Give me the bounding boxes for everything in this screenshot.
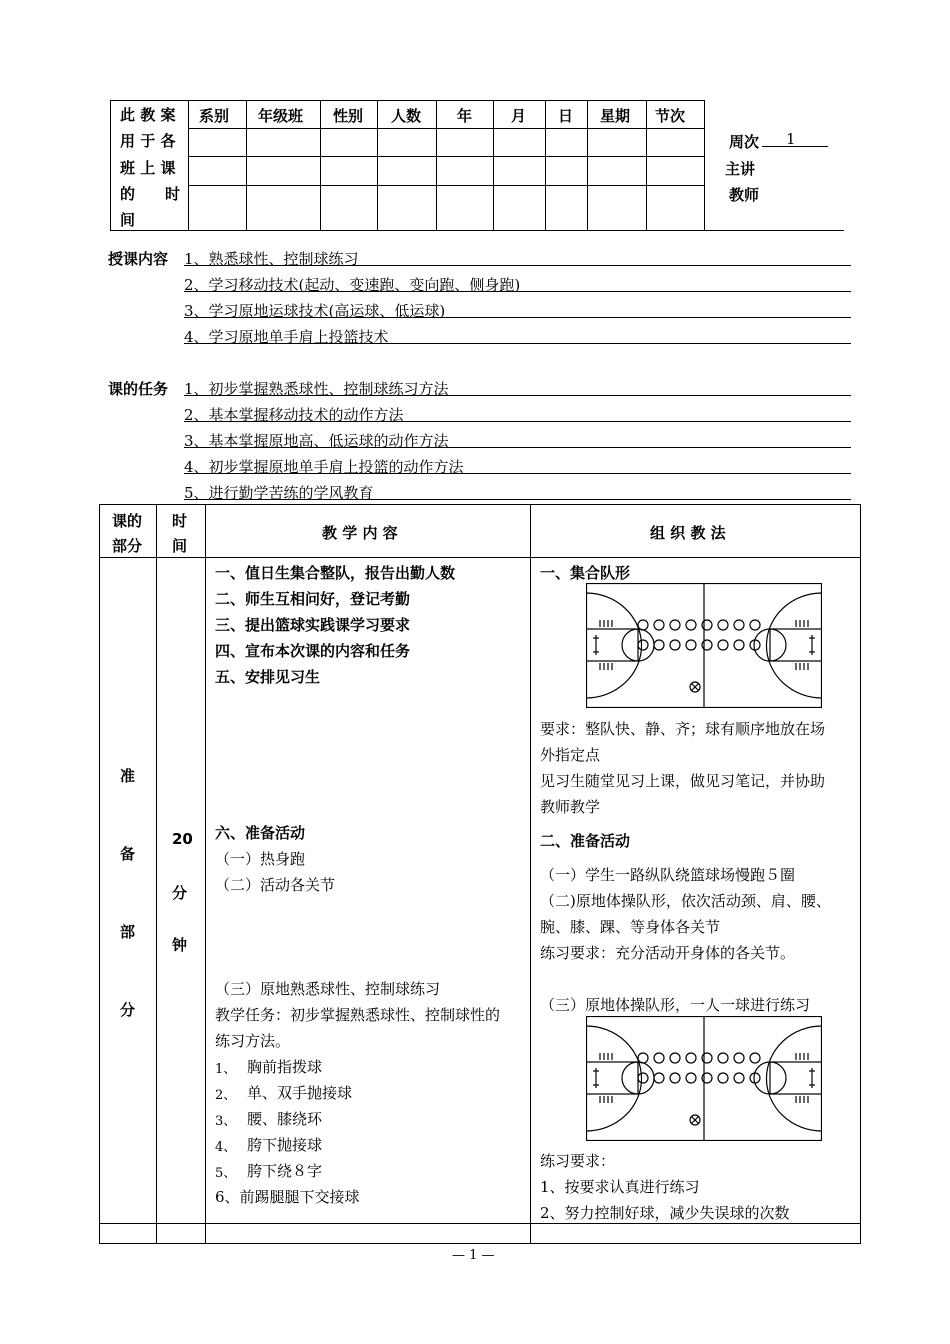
content-item: 3、学习原地运球技术(高运球、低运球) — [184, 302, 446, 320]
ball-item-number: 1、 — [215, 1062, 237, 1077]
ball-item-text: 胸前指拨球 — [247, 1058, 323, 1076]
time-unit: 分 — [172, 884, 188, 902]
column-header: 人数 — [391, 107, 422, 125]
usage-label-line: 用 于 各 — [120, 132, 176, 150]
usage-label-line: 间 — [120, 211, 136, 229]
teaching-item: 一、值日生集合整队，报告出勤人数 — [215, 564, 456, 582]
ball-item-number: 5、 — [215, 1166, 237, 1181]
ball-task: 练习方法。 — [215, 1032, 291, 1050]
usage-label-line: 班 上 课 — [120, 159, 176, 177]
prep-item: （一）热身跑 — [215, 850, 306, 868]
column-header: 年级班 — [258, 107, 304, 125]
column-header: 星期 — [600, 107, 631, 125]
method-text: 见习生随堂见习上课，做见习笔记，并协助 — [540, 772, 826, 790]
content-label: 授课内容 — [108, 250, 169, 268]
ball-item-text: 单、双手抛接球 — [247, 1084, 353, 1102]
task-item: 5、进行勤学苦练的学风教育 — [184, 484, 374, 502]
method-text: 腕、膝、踝、等身体各关节 — [540, 918, 721, 936]
page-number: — 1 — — [452, 1248, 495, 1263]
ball-title: （三）原地熟悉球性、控制球练习 — [215, 980, 441, 998]
col-content-header: 教 学 内 容 — [322, 524, 398, 542]
usage-label-line: 此 教 案 — [120, 106, 176, 124]
method-text: 练习要求： — [540, 1152, 616, 1170]
ball-item-text: 腰、膝绕环 — [247, 1110, 323, 1128]
teaching-item: 五、安排见习生 — [215, 668, 321, 686]
method-section-title: 一、集合队形 — [540, 564, 631, 582]
part-char: 备 — [120, 845, 136, 863]
content-item: 2、学习移动技术(起动、变速跑、变向跑、侧身跑) — [184, 276, 521, 294]
method-text: （三）原地体操队形，一人一球进行练习 — [540, 996, 811, 1014]
method-text: （一）学生一路纵队绕篮球场慢跑５圈 — [540, 866, 796, 884]
part-char: 分 — [120, 1001, 136, 1019]
col-method-header: 组 织 教 法 — [650, 524, 726, 542]
col-part-header: 课的 — [112, 512, 143, 530]
task-item: 1、初步掌握熟悉球性、控制球练习方法 — [184, 380, 449, 398]
content-item: 4、学习原地单手肩上投篮技术 — [184, 328, 389, 346]
prep-title: 六、准备活动 — [215, 824, 306, 842]
teaching-item: 四、宣布本次课的内容和任务 — [215, 642, 411, 660]
time-unit: 钟 — [172, 936, 188, 954]
ball-item-text: 胯下抛接球 — [247, 1136, 323, 1154]
col-time-header: 时 — [172, 512, 188, 530]
lecturer-label: 主讲 — [725, 160, 756, 178]
col-time-header: 间 — [172, 537, 188, 555]
column-header: 年 — [457, 107, 473, 125]
ball-item-number: 3、 — [215, 1114, 237, 1129]
basketball-court-diagram — [586, 1016, 822, 1141]
method-text: 教师教学 — [540, 798, 601, 816]
content-item: 1、熟悉球性、控制球练习 — [184, 250, 359, 268]
method-text: （二)原地体操队形，依次活动颈、肩、腰、 — [540, 892, 831, 910]
week-value: 1 — [786, 130, 796, 148]
week-label: 周次 — [729, 133, 760, 151]
column-header: 性别 — [333, 107, 364, 125]
teaching-item: 三、提出篮球实践课学习要求 — [215, 616, 411, 634]
prep-item: （二）活动各关节 — [215, 876, 336, 894]
method-text: 要求：整队快、静、齐；球有顺序地放在场 — [540, 720, 826, 738]
task-item: 4、初步掌握原地单手肩上投篮的动作方法 — [184, 458, 464, 476]
task-item: 3、基本掌握原地高、低运球的动作方法 — [184, 432, 449, 450]
part-char: 准 — [120, 767, 136, 785]
ball-item-number: 4、 — [215, 1140, 237, 1155]
method-text: 1、按要求认真进行练习 — [540, 1178, 700, 1196]
column-header: 系别 — [199, 107, 230, 125]
column-header: 节次 — [655, 107, 686, 125]
column-header: 日 — [558, 107, 574, 125]
part-char: 部 — [120, 923, 136, 941]
ball-task: 教学任务：初步掌握熟悉球性、控制球性的 — [215, 1006, 501, 1024]
method-text: 2、努力控制好球，减少失误球的次数 — [540, 1204, 790, 1222]
teaching-item: 二、师生互相问好，登记考勤 — [215, 590, 411, 608]
lecturer-label: 教师 — [729, 186, 760, 204]
ball-item-number: 2、 — [215, 1088, 237, 1103]
usage-label-line: 的 时 — [120, 185, 181, 203]
column-header: 月 — [511, 107, 527, 125]
method-text: 练习要求：充分活动开身体的各关节。 — [540, 944, 796, 962]
col-part-header: 部分 — [112, 537, 143, 555]
tasks-label: 课的任务 — [108, 380, 169, 398]
ball-item-text: 6、前踢腿腿下交接球 — [215, 1188, 360, 1206]
basketball-court-diagram — [586, 583, 822, 708]
method-text: 外指定点 — [540, 746, 601, 764]
ball-item-text: 胯下绕８字 — [247, 1162, 323, 1180]
time-value: 20 — [172, 830, 193, 848]
method-section-title: 二、准备活动 — [540, 832, 631, 850]
task-item: 2、基本掌握移动技术的动作方法 — [184, 406, 404, 424]
